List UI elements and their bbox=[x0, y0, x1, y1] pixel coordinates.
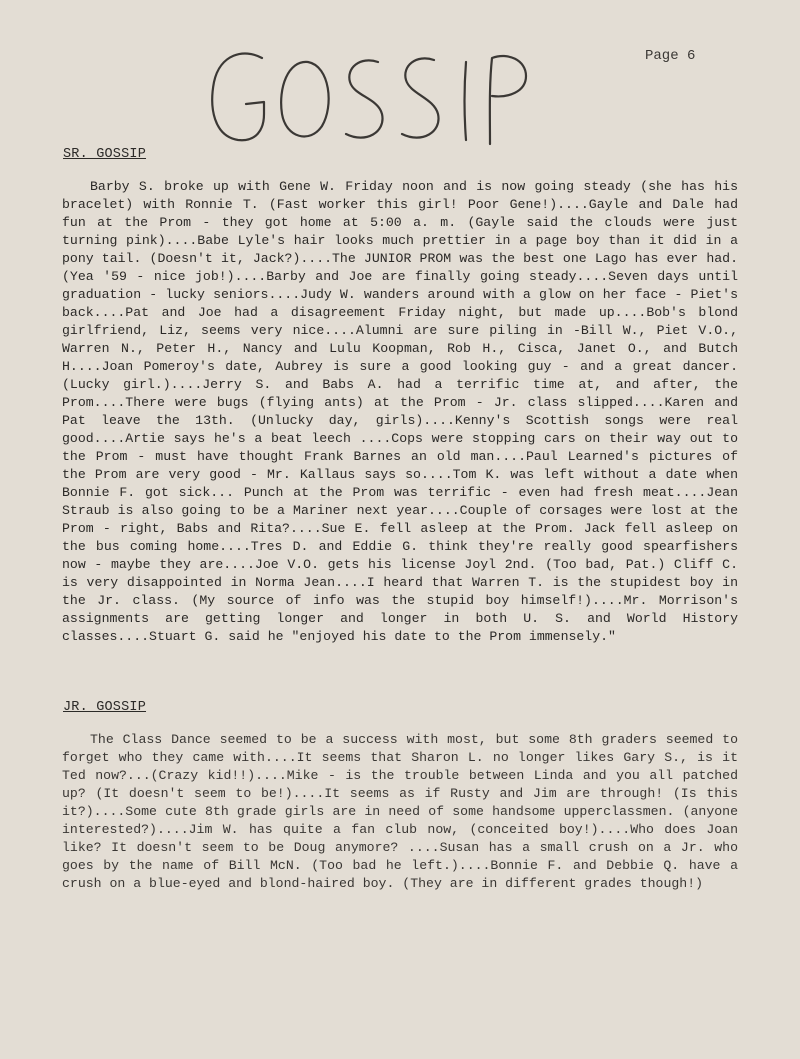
page-number: Page 6 bbox=[645, 48, 696, 64]
junior-gossip-heading: JR. GOSSIP bbox=[63, 700, 147, 715]
senior-gossip-body: Barby S. broke up with Gene W. Friday noon and is now going steady (she has his bracelet) with Ronnie T. (Fast worker this girl! Poor Gene!)....Gayle and Dale had fun at the Prom - they got home at 5:00 a. m. (Gayle said the clouds were just turning pink)....Babe Lyle's hair looks much prettier in a page boy than it did in a pony tail. (Doesn't it, Jack?)....The JUNIOR PROM was the best one Lago has ever had. (Yea '59 - nice job!)....Barby and Joe are finally going steady....Seven days until graduation - lucky seniors....Judy W. wanders around with a glow on her face - Piet's back....Pat and Joe had a disagreement Friday night, but made up....Bob's blond girlfriend, Liz, seems very nice....Alumni are sure piling in -Bill W., Piet V.O., Warren N., Peter H., Nancy and Lulu Koopman, Rob H., Cisca, Janet O., and Butch H....Joan Pomeroy's date, Aubrey is sure a good looking guy - and a great dancer. (Lucky girl.)....Jerry S. and Babs A. had a terrific time at, and after, the Prom....There were bugs (flying ants) at the Prom - Jr. class slipped....Karen and Pat leave the 13th. (Unlucky day, girls)....Kenny's Scottish songs were real good....Artie says he's a beat leech ....Cops were stopping cars on their way out to the Prom - must have thought Frank Barnes an old man....Paul Learned's pictures of the Prom are very good - Mr. Kallaus says so....Tom K. was left without a date when Bonnie F. got sick... Punch at the Prom was terrific - even had fresh meat....Jean Straub is also going to be a Mariner next year....Couple of corsages were lost at the Prom - right, Babs and Rita?....Sue E. fell asleep at the Prom. Jack fell asleep on the bus coming home....Tres D. and Eddie G. think they're really good spearfishers now - maybe they are....Joe V.O. gets his license Joyl 2nd. (Too bad, Pat.) Cliff C. is very disappointed in Norma Jean....I heard that Warren T. is the stupidest boy in the Jr. class. (My source of info was the stupid boy himself!)....Mr. Morrison's assignments are getting longer and longer in both U. S. and World History classes....Stuart G. said he "enjoyed his date to the Prom immensely." bbox=[62, 179, 738, 644]
gossip-handwritten-logo bbox=[200, 40, 530, 150]
masthead-title bbox=[200, 40, 530, 150]
junior-gossip-body: The Class Dance seemed to be a success with most, but some 8th graders seemed to forget who they came with....It seems that Sharon L. no longer likes Gary S., is it Ted now?...(Crazy kid!!)....Mike - is the trouble between Linda and you all patched up? (It doesn't seem to be!)....It seems as if Rusty and Jim are through! (Is this it?)....Some cute 8th grade girls are in need of some handsome upperclassmen. (anyone interested?)....Jim W. has quite a fan club now, (conceited boy!)....Who does Joan like? It doesn't seem to be Doug anymore? ....Susan has a small crush on a Jr. who goes by the name of Bill McN. (Too bad he left.)....Bonnie F. and Debbie Q. have a crush on a blue-eyed and blond-haired boy. (They are in different grades though!) bbox=[62, 732, 738, 891]
senior-gossip-heading: SR. GOSSIP bbox=[63, 147, 147, 162]
